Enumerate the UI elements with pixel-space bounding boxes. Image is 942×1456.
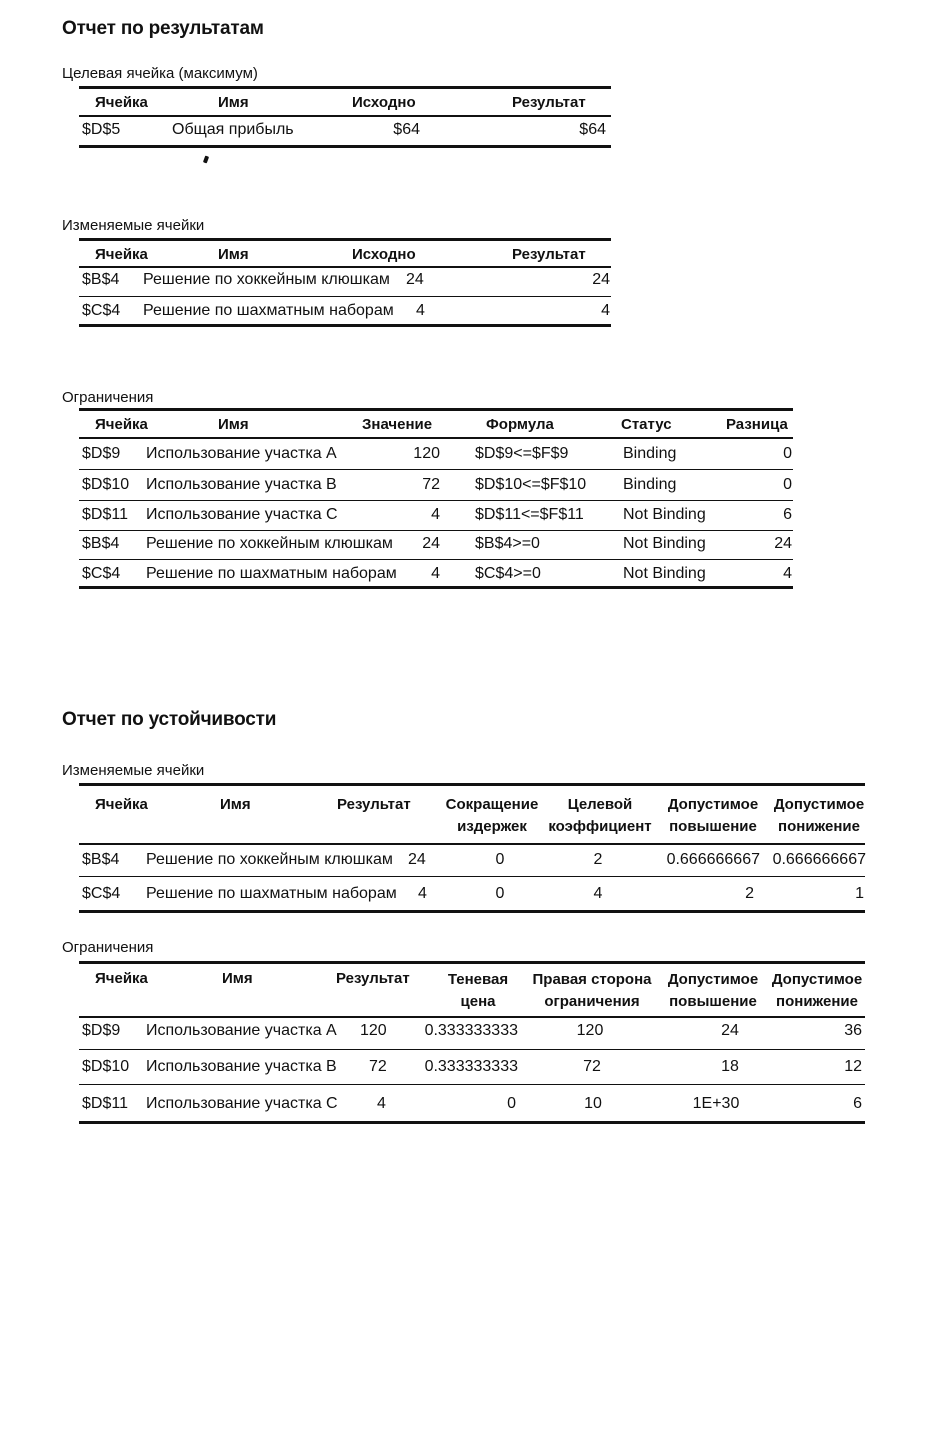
cell-status: Not Binding <box>623 506 706 523</box>
header-constraint-rhs-line1: Правая сторона <box>532 971 652 988</box>
header-name: Имя <box>220 796 251 813</box>
table-top-rule <box>79 408 793 411</box>
cell-name: Решение по шахматным наборам <box>146 565 397 582</box>
sensitivity-report-title: Отчет по устойчивости <box>62 709 277 730</box>
cell-slack: 0 <box>783 445 792 462</box>
cell-address: $D$5 <box>82 121 121 138</box>
table-top-rule <box>79 783 865 786</box>
header-result: Результат <box>337 796 411 813</box>
cell-allowable-increase: 24 <box>721 1022 739 1039</box>
header-rule <box>79 115 611 117</box>
header-reduced-cost-line2: издержек <box>457 818 527 835</box>
cell-result: 4 <box>377 1095 386 1112</box>
cell-allowable-increase: 0.666666667 <box>666 851 760 868</box>
sensitivity-adjustable-section-label: Изменяемые ячейки <box>62 762 205 779</box>
cell-reduced-cost: 0 <box>495 885 505 902</box>
row-separator <box>79 559 793 560</box>
cell-address: $B$4 <box>82 535 120 552</box>
table-bottom-rule <box>79 586 793 589</box>
table-top-rule <box>79 86 611 89</box>
cell-name: Решение по шахматным наборам <box>143 302 394 319</box>
cell-original: $64 <box>393 121 420 138</box>
row-separator <box>79 1049 865 1050</box>
cell-address: $D$9 <box>82 1022 121 1039</box>
cell-name: Решение по хоккейным клюшкам <box>146 535 393 552</box>
header-original: Исходно <box>352 246 416 263</box>
cell-result: 24 <box>408 851 426 868</box>
cell-result: 4 <box>418 885 427 902</box>
header-shadow-price <box>428 969 528 1013</box>
cell-allowable-decrease: 0.666666667 <box>772 851 866 868</box>
row-separator <box>79 469 793 470</box>
header-rule <box>79 1016 865 1018</box>
constraints-section-label: Ограничения <box>62 389 154 406</box>
header-cell: Ячейка <box>95 796 148 813</box>
header-reduced-cost <box>440 794 544 838</box>
header-cell: Ячейка <box>95 970 148 987</box>
cell-result: 72 <box>369 1058 387 1075</box>
header-constraint-rhs <box>524 969 660 1013</box>
table-top-rule <box>79 238 611 241</box>
cell-status: Binding <box>623 445 677 462</box>
header-objective-coefficient-line1: Целевой <box>567 796 633 813</box>
cell-value: 4 <box>431 565 440 582</box>
header-status: Статус <box>621 416 672 433</box>
cell-name: Использование участка А <box>146 1022 337 1039</box>
header-rule <box>79 843 865 845</box>
cell-result: 120 <box>360 1022 387 1039</box>
cell-result: 24 <box>592 271 610 288</box>
cell-address: $D$10 <box>82 476 130 493</box>
cell-address: $C$4 <box>82 565 121 582</box>
cell-formula: $D$10<=$F$10 <box>475 476 587 493</box>
cell-allowable-decrease: 6 <box>853 1095 862 1112</box>
cell-constraint-rhs: 72 <box>583 1058 601 1075</box>
row-separator <box>79 500 793 501</box>
header-shadow-price-line1: Теневая <box>447 971 509 988</box>
header-allowable-increase <box>662 969 764 1013</box>
cell-status: Binding <box>623 476 677 493</box>
header-allowable-decrease-line2: понижение <box>778 818 860 835</box>
cell-name: Использование участка С <box>146 1095 338 1112</box>
cell-result: 4 <box>601 302 610 319</box>
cell-slack: 4 <box>783 565 792 582</box>
table-top-rule <box>79 961 865 964</box>
cell-address: $D$9 <box>82 445 121 462</box>
cell-name: Решение по хоккейным клюшкам <box>143 271 390 288</box>
cell-address: $D$10 <box>82 1058 130 1075</box>
cell-original: 24 <box>406 271 424 288</box>
header-formula: Формула <box>486 416 554 433</box>
header-name: Имя <box>218 246 249 263</box>
cell-address: $B$4 <box>82 851 120 868</box>
cell-name: Использование участка А <box>146 445 337 462</box>
cell-allowable-increase: 1E+30 <box>692 1095 740 1112</box>
target-cell-section-label: Целевая ячейка (максимум) <box>62 65 258 82</box>
header-cell: Ячейка <box>95 94 148 111</box>
cell-status: Not Binding <box>623 535 706 552</box>
cell-allowable-decrease: 1 <box>855 885 864 902</box>
cell-name: Использование участка С <box>146 506 338 523</box>
cell-address: $B$4 <box>82 271 120 288</box>
sensitivity-constraints-section-label: Ограничения <box>62 939 154 956</box>
cell-slack: 0 <box>783 476 792 493</box>
header-allowable-decrease-line1: Допустимое <box>771 971 863 988</box>
table-bottom-rule <box>79 1121 865 1124</box>
header-name: Имя <box>218 94 249 111</box>
header-value: Значение <box>362 416 433 433</box>
cell-allowable-decrease: 36 <box>844 1022 862 1039</box>
header-allowable-increase <box>662 794 764 838</box>
cell-slack: 24 <box>774 535 792 552</box>
row-separator <box>79 530 793 531</box>
cell-formula: $D$9<=$F$9 <box>475 445 569 462</box>
header-allowable-increase-line1: Допустимое <box>667 971 759 988</box>
cell-result: $64 <box>579 121 606 138</box>
cell-original: 4 <box>416 302 425 319</box>
row-separator <box>79 296 611 297</box>
header-rule <box>79 266 611 268</box>
cell-reduced-cost: 0 <box>495 851 505 868</box>
cell-address: $D$11 <box>82 506 128 523</box>
cell-formula: $C$4>=0 <box>475 565 541 582</box>
cell-shadow-price: 0 <box>507 1095 516 1112</box>
cell-name: Решение по хоккейным клюшкам <box>146 851 393 868</box>
row-separator <box>79 1084 865 1085</box>
table-bottom-rule <box>79 324 611 327</box>
header-allowable-decrease-line2: понижение <box>776 993 858 1010</box>
cell-objective-coefficient: 4 <box>593 885 603 902</box>
cell-name: Использование участка В <box>146 476 337 493</box>
cell-allowable-increase: 18 <box>721 1058 739 1075</box>
header-result: Результат <box>336 970 410 987</box>
header-original: Исходно <box>352 94 416 111</box>
header-reduced-cost-line1: Сокращение <box>445 796 539 813</box>
cell-value: 24 <box>422 535 440 552</box>
cell-address: $D$11 <box>82 1095 128 1112</box>
cell-objective-coefficient: 2 <box>593 851 603 868</box>
header-allowable-increase-line2: повышение <box>669 993 757 1010</box>
cell-slack: 6 <box>783 506 792 523</box>
header-allowable-increase-line2: повышение <box>669 818 757 835</box>
answer-report-title: Отчет по результатам <box>62 18 264 39</box>
cell-formula: $D$11<=$F$11 <box>475 506 584 523</box>
cell-name: Решение по шахматным наборам <box>146 885 397 902</box>
header-objective-coefficient <box>548 794 652 838</box>
cell-status: Not Binding <box>623 565 706 582</box>
header-result: Результат <box>512 246 586 263</box>
table-bottom-rule <box>79 145 611 148</box>
ink-mark <box>203 156 209 164</box>
header-rule <box>79 437 793 439</box>
cell-formula: $B$4>=0 <box>475 535 540 552</box>
header-slack: Разница <box>726 416 788 433</box>
cell-allowable-decrease: 12 <box>844 1058 862 1075</box>
header-allowable-decrease <box>766 969 868 1013</box>
row-separator <box>79 876 865 877</box>
header-cell: Ячейка <box>95 246 148 263</box>
cell-name: Общая прибыль <box>172 121 294 138</box>
header-cell: Ячейка <box>95 416 148 433</box>
cell-allowable-increase: 2 <box>745 885 754 902</box>
cell-constraint-rhs: 10 <box>584 1095 602 1112</box>
cell-value: 72 <box>422 476 440 493</box>
cell-shadow-price: 0.333333333 <box>424 1058 518 1075</box>
cell-value: 4 <box>431 506 440 523</box>
header-shadow-price-line2: цена <box>460 993 496 1010</box>
cell-name: Использование участка В <box>146 1058 337 1075</box>
cell-value: 120 <box>413 445 440 462</box>
header-result: Результат <box>512 94 586 111</box>
header-constraint-rhs-line2: ограничения <box>544 993 640 1010</box>
header-allowable-decrease <box>768 794 870 838</box>
header-allowable-decrease-line1: Допустимое <box>773 796 865 813</box>
cell-address: $C$4 <box>82 885 121 902</box>
cell-shadow-price: 0.333333333 <box>424 1022 518 1039</box>
adjustable-cells-section-label: Изменяемые ячейки <box>62 217 205 234</box>
header-name: Имя <box>218 416 249 433</box>
header-name: Имя <box>222 970 253 987</box>
header-allowable-increase-line1: Допустимое <box>667 796 759 813</box>
cell-address: $C$4 <box>82 302 121 319</box>
table-bottom-rule <box>79 910 865 913</box>
cell-constraint-rhs: 120 <box>576 1022 604 1039</box>
header-objective-coefficient-line2: коэффициент <box>548 818 652 835</box>
